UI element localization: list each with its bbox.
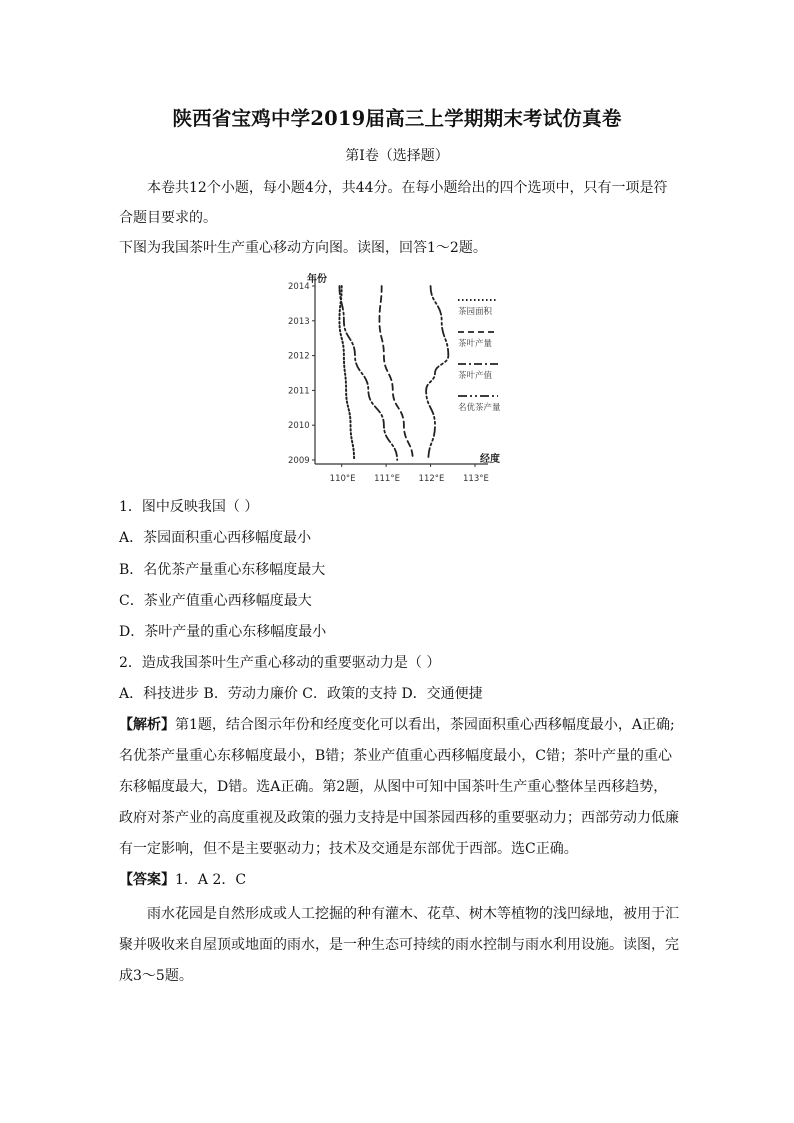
x-tick-label: 111°E: [374, 474, 400, 484]
analysis-text-1: 第1题，结合图示年份和经度变化可以看出，茶园面积重心西移幅度最小，A正确;: [175, 717, 675, 733]
figure-intro: 下图为我国茶叶生产重心移动方向图。读图，回答1～2题。: [119, 240, 487, 256]
intro-line-1: 本卷共12个小题，每小题4分，共44分。在每小题给出的四个选项中，只有一项是符: [147, 180, 668, 196]
x-tick-label: 113°E: [463, 474, 489, 484]
x-tick-label: 110°E: [329, 474, 356, 484]
answer-label: 【答案】: [119, 872, 175, 888]
y-tick-label: 2013: [288, 316, 310, 327]
section-heading: 第Ⅰ卷（选择题）: [345, 148, 449, 164]
legend-label-3: 茶叶产值: [458, 371, 493, 381]
y-axis-label: 年份: [307, 274, 327, 285]
question-2-options: A．科技进步 B．劳动力廉价 C．政策的支持 D．交通便捷: [119, 686, 483, 702]
analysis-line-2: 名优茶产量重心东移幅度最小，B错；茶业产值重心西移幅度最小，C错；茶叶产量的重心: [119, 748, 672, 764]
y-tick-label: 2014: [288, 282, 310, 292]
question-1: 1．图中反映我国（ ）: [119, 499, 259, 515]
analysis-line-5: 有一定影响，但不是主要驱动力；技术及交通是东部优于西部。选C正确。: [119, 841, 578, 857]
question-1-option-c: C．茶业产值重心西移幅度最大: [119, 593, 312, 609]
chart-series-layer: [339, 286, 448, 460]
answer-text: 1．A 2．C: [175, 872, 247, 888]
paragraph-2-line-1: 雨水花园是自然形成或人工挖掘的种有灌木、花草、树木等植物的浅凹绿地，被用于汇: [147, 906, 679, 922]
question-1-option-d: D．茶叶产量的重心东移幅度最小: [119, 624, 327, 640]
question-1-option-b: B．名优茶产量重心东移幅度最大: [119, 562, 326, 578]
intro-line-2: 合题目要求的。: [119, 210, 217, 226]
series-line-2: [379, 286, 412, 460]
analysis-line-1: [119, 715, 679, 735]
paragraph-2-line-2: 聚并吸收来自屋顶或地面的雨水，是一种生态可持续的雨水控制与雨水利用设施。读图，完: [119, 937, 679, 953]
analysis-line-3: 东移幅度最大，D错。选A正确。第2题，从图中可知中国茶叶生产重心整体呈西移趋势，: [119, 779, 668, 795]
y-tick-label: 2011: [288, 386, 310, 397]
y-tick-label: 2012: [288, 351, 310, 362]
y-tick-label: 2010: [288, 421, 310, 432]
legend-label-2: 茶叶产量: [458, 339, 493, 349]
paragraph-2-line-3: 成3～5题。: [119, 968, 193, 984]
question-2: 2．造成我国茶叶生产重心移动的重要驱动力是（ ）: [119, 655, 441, 671]
series-line-4: [426, 286, 448, 460]
x-axis-label: 经度: [480, 454, 500, 465]
question-1-option-a: A．茶园面积重心西移幅度最小: [119, 530, 312, 546]
chart-legend: [458, 300, 501, 413]
series-line-3: [339, 286, 397, 460]
analysis-label: 【解析】: [119, 717, 175, 733]
x-tick-label: 112°E: [418, 474, 445, 484]
answer-line: [119, 870, 679, 890]
legend-label-4: 名优茶产量: [458, 403, 501, 413]
analysis-line-4: 政府对茶产业的高度重视及政策的强力支持是中国茶园西移的重要驱动力；西部劳动力低廉: [119, 810, 679, 826]
series-line-1: [339, 286, 354, 460]
y-tick-label: 2009: [288, 456, 310, 466]
tea-center-chart: [270, 270, 520, 495]
legend-label-1: 茶园面积: [458, 307, 493, 317]
document-title: 陕西省宝鸡中学2019届高三上学期期末考试仿真卷: [172, 107, 622, 130]
chart-svg: [270, 270, 520, 495]
